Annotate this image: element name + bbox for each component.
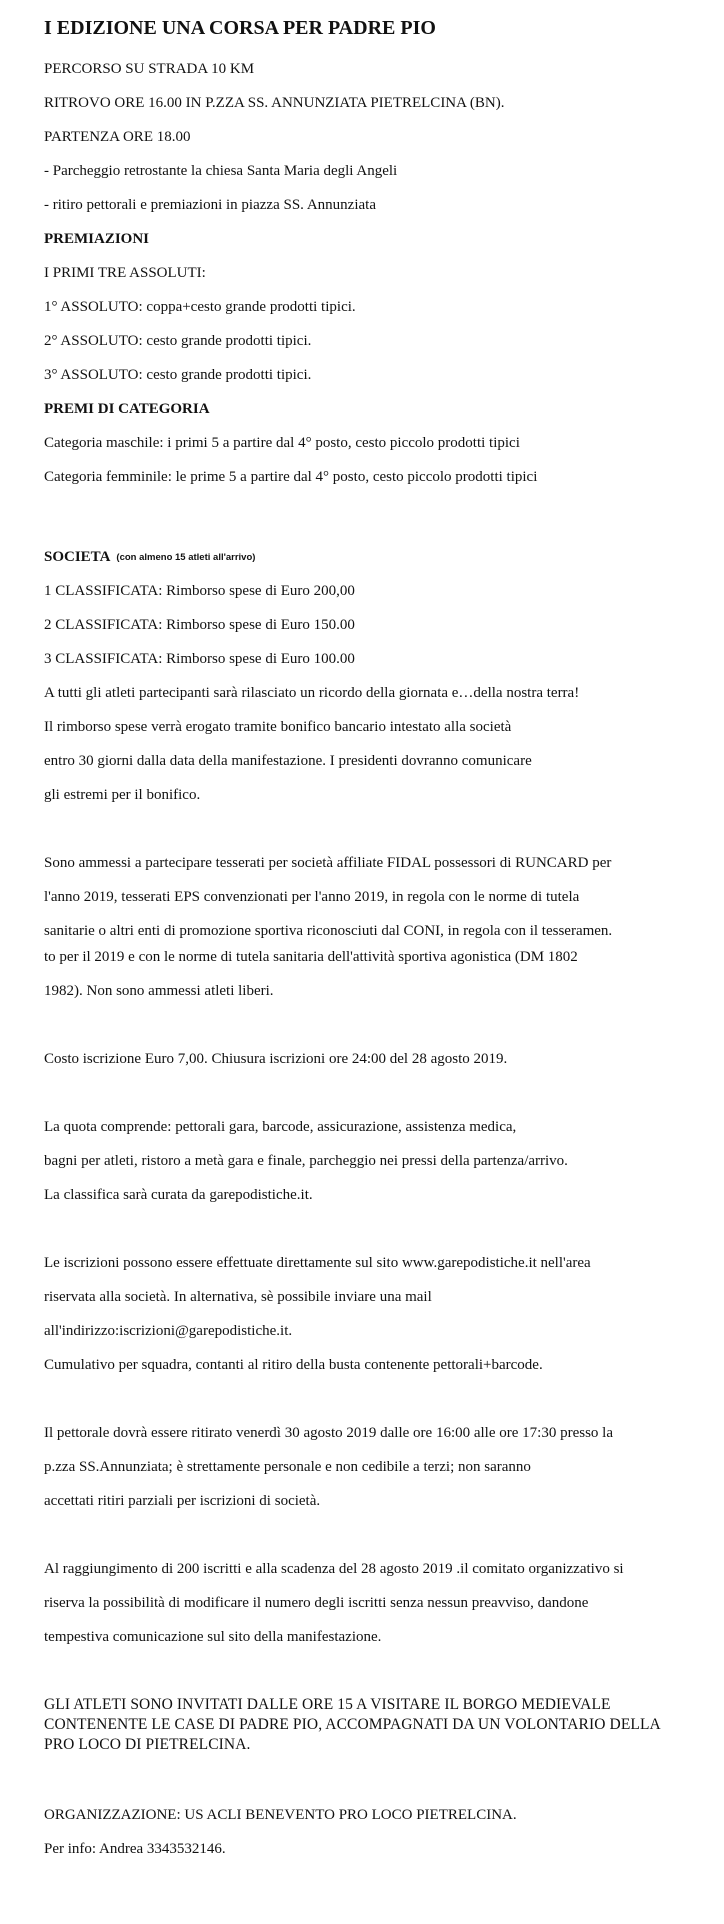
rimborso-text-2: entro 30 giorni dalla data della manifestazione. I presidenti dovranno comunicare <box>44 753 532 769</box>
partenza-text: PARTENZA ORE 18.00 <box>44 129 191 145</box>
quota-text-1: La quota comprende: pettorali gara, barcode, assicurazione, assistenza medica, <box>44 1119 517 1135</box>
limite-text-3: tempestiva comunicazione sul sito della manifestazione. <box>44 1629 382 1645</box>
percorso-text: PERCORSO SU STRADA 10 KM <box>44 61 255 77</box>
costo-text: Costo iscrizione Euro 7,00. Chiusura iscrizioni ore 24:00 del 28 agosto 2019. <box>44 1051 508 1067</box>
organizzazione-text: ORGANIZZAZIONE: US ACLI BENEVENTO PRO LOCO PIETRELCINA. <box>44 1807 517 1823</box>
ammessi-text-2: l'anno 2019, tesserati EPS convenzionati per l'anno 2019, in regola con le norme di tutela <box>44 889 580 905</box>
categoria-maschile: Categoria maschile: i primi 5 a partire dal 4° posto, cesto piccolo prodotti tipici <box>44 435 520 451</box>
iscrizioni-text-4: Cumulativo per squadra, contanti al ritiro della busta contenente pettorali+barcode. <box>44 1357 543 1373</box>
ammessi-text-1: Sono ammessi a partecipare tesserati per società affiliate FIDAL possessori di RUNCARD per <box>44 855 612 871</box>
societa-classificata-1: 1 CLASSIFICATA: Rimborso spese di Euro 200,00 <box>44 583 355 599</box>
categoria-femminile: Categoria femminile: le prime 5 a partire dal 4° posto, cesto piccolo prodotti tipici <box>44 469 538 485</box>
pettorale-text-3: accettati ritiri parziali per iscrizioni di società. <box>44 1493 321 1509</box>
ritrovo-text: RITROVO ORE 16.00 IN P.ZZA SS. ANNUNZIATA PIETRELCINA (BN). <box>44 95 505 111</box>
limite-text-2: riserva la possibilità di modificare il numero degli iscritti senza nessun preavviso, dandone <box>44 1595 589 1611</box>
ammessi-text-5: 1982). Non sono ammessi atleti liberi. <box>44 983 274 999</box>
premio-primo: 1° ASSOLUTO: coppa+cesto grande prodotti tipici. <box>44 299 356 315</box>
societa-classificata-3: 3 CLASSIFICATA: Rimborso spese di Euro 100.00 <box>44 651 355 667</box>
societa-classificata-2: 2 CLASSIFICATA: Rimborso spese di Euro 150.00 <box>44 617 355 633</box>
contatti-text: Per info: Andrea 3343532146. <box>44 1841 226 1857</box>
parcheggio-text: - Parcheggio retrostante la chiesa Santa Maria degli Angeli <box>44 163 398 179</box>
societa-heading-row <box>44 548 255 567</box>
pettorale-text-1: Il pettorale dovrà essere ritirato venerdì 30 agosto 2019 dalle ore 16:00 alle ore 17:30 presso la <box>44 1425 613 1441</box>
societa-heading: SOCIETA <box>44 549 111 565</box>
premio-terzo: 3° ASSOLUTO: cesto grande prodotti tipici. <box>44 367 312 383</box>
quota-text-2: bagni per atleti, ristoro a metà gara e finale, parcheggio nei pressi della partenza/arrivo. <box>44 1153 568 1169</box>
page-title: I EDIZIONE UNA CORSA PER PADRE PIO <box>44 17 436 39</box>
limite-text-1: Al raggiungimento di 200 iscritti e alla scadenza del 28 agosto 2019 .il comitato organizzativo si <box>44 1561 624 1577</box>
ritiro-text: - ritiro pettorali e premiazioni in piazza SS. Annunziata <box>44 197 376 213</box>
pettorale-text-2: p.zza SS.Annunziata; è strettamente personale e non cedibile a terzi; non saranno <box>44 1459 531 1475</box>
ricordo-text: A tutti gli atleti partecipanti sarà rilasciato un ricordo della giornata e…della nostra terra! <box>44 685 580 701</box>
rimborso-text-1: Il rimborso spese verrà erogato tramite bonifico bancario intestato alla società <box>44 719 512 735</box>
premiazioni-intro: I PRIMI TRE ASSOLUTI: <box>44 265 206 281</box>
rimborso-text-3: gli estremi per il bonifico. <box>44 787 201 803</box>
categoria-heading: PREMI DI CATEGORIA <box>44 401 210 417</box>
premiazioni-heading: PREMIAZIONI <box>44 231 150 247</box>
iscrizioni-text-3: all'indirizzo:iscrizioni@garepodistiche.it. <box>44 1323 293 1339</box>
borgo-text-2: CONTENENTE LE CASE DI PADRE PIO, ACCOMPAGNATI DA UN VOLONTARIO DELLA <box>44 1716 661 1733</box>
ammessi-text-3: sanitarie o altri enti di promozione sportiva riconosciuti dal CONI, in regola con il tesseramen. <box>44 923 613 939</box>
ammessi-text-4: to per il 2019 e con le norme di tutela sanitaria dell'attività sportiva agonistica (DM 1802 <box>44 949 578 965</box>
societa-note: (con almeno 15 atleti all'arrivo) <box>116 552 256 563</box>
iscrizioni-text-1: Le iscrizioni possono essere effettuate direttamente sul sito www.garepodistiche.it nell'area <box>44 1255 591 1271</box>
quota-text-3: La classifica sarà curata da garepodistiche.it. <box>44 1187 313 1203</box>
premio-secondo: 2° ASSOLUTO: cesto grande prodotti tipici. <box>44 333 312 349</box>
borgo-text-1: GLI ATLETI SONO INVITATI DALLE ORE 15 A VISITARE IL BORGO MEDIEVALE <box>44 1696 611 1713</box>
iscrizioni-text-2: riservata alla società. In alternativa, sè possibile inviare una mail <box>44 1289 432 1305</box>
borgo-text-3: PRO LOCO DI PIETRELCINA. <box>44 1736 251 1753</box>
